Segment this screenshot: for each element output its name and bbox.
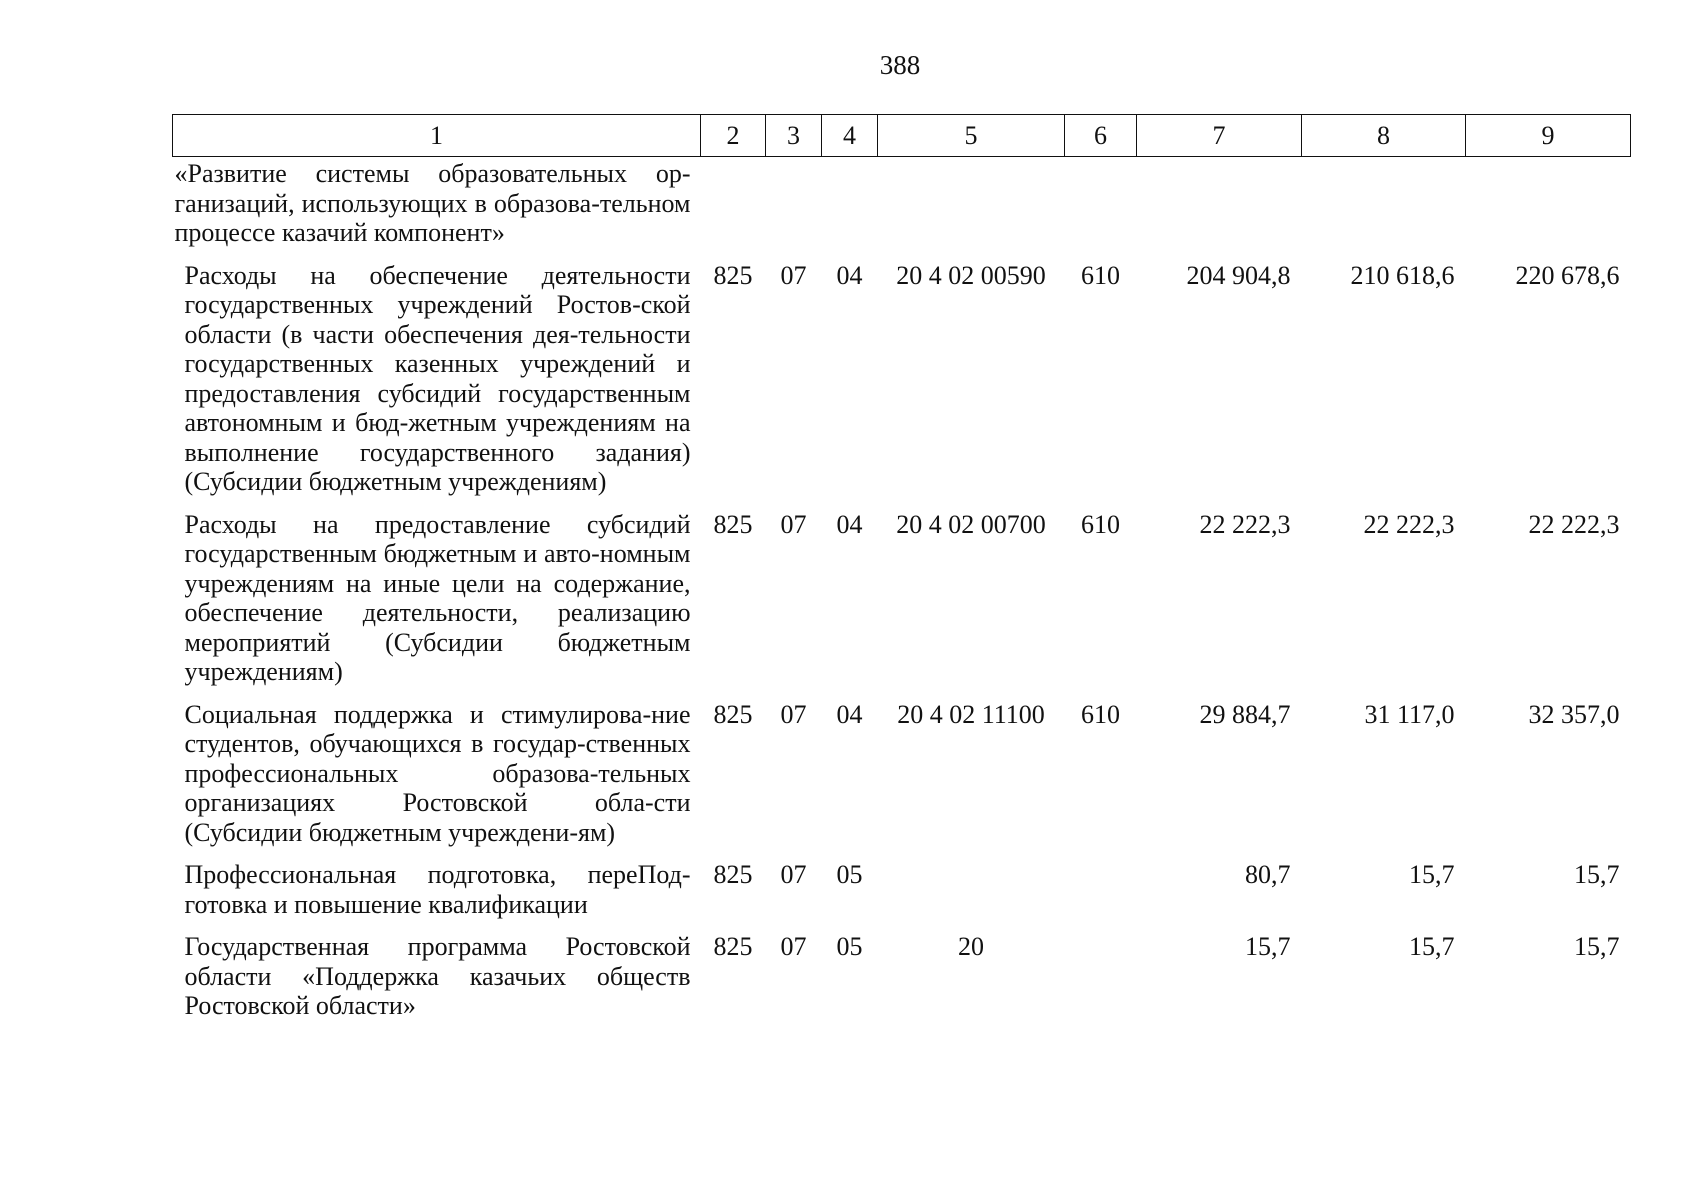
row-amount-year-1 [1137, 157, 1302, 261]
row-subsection-code: 04 [836, 699, 863, 729]
row-expense-type: 610 [1081, 509, 1120, 539]
row-amount-year-3 [1466, 157, 1631, 261]
table-row [173, 510, 1631, 700]
row-expense-type: 610 [1081, 260, 1120, 290]
row-amount-year-2: 210 618,6 [1350, 260, 1455, 290]
row-target-code: 20 4 02 00590 [896, 260, 1046, 290]
row-amount-year-3: 15,7 [1574, 932, 1620, 961]
row-ministry-code [701, 157, 766, 261]
row-amount-year-1: 15,7 [1245, 932, 1291, 961]
row-expense-type [1065, 860, 1137, 932]
row-section-code: 07 [780, 932, 807, 961]
table-row [173, 157, 1631, 261]
header-col-2: 2 [701, 115, 766, 157]
row-ministry-code: 825 [713, 260, 753, 290]
row-amount-year-2: 31 117,0 [1364, 699, 1455, 729]
row-name: Расходы на предоставление субсидий государственным бюджетным и авто-номным учреждениям на иные цели на содержание, обеспечение деятельности, реализацию мероприятий (Субсидии бюджетным учреждениям) [184, 509, 691, 686]
row-name: «Развитие системы образовательных ор-ганизаций, использующих в образова-тельном процессе казачий компонент» [174, 159, 691, 247]
row-name: Расходы на обеспечение деятельности государственных учреждений Ростов-ской области (в части обеспечения дея-тельности государственных казенных учреждений и предоставления субсидий государственным автономным и бюд-жетным учреждениям на выполнение государственного задания) (Субсидии бюджетным учреждениям) [184, 260, 691, 496]
row-subsection-code: 05 [836, 860, 863, 889]
row-expense-type [1065, 157, 1137, 261]
row-amount-year-2 [1302, 157, 1466, 261]
row-subsection-code: 04 [836, 509, 863, 539]
row-expense-type [1065, 932, 1137, 1034]
row-section-code [766, 157, 822, 261]
header-col-4: 4 [822, 115, 878, 157]
row-section-code: 07 [780, 509, 807, 539]
row-ministry-code: 825 [713, 860, 753, 889]
row-amount-year-1: 204 904,8 [1186, 260, 1291, 290]
row-section-code: 07 [780, 260, 807, 290]
row-ministry-code: 825 [713, 509, 753, 539]
table-row [173, 932, 1631, 1034]
table-row [173, 261, 1631, 510]
header-col-1: 1 [173, 115, 701, 157]
row-subsection-code: 04 [836, 260, 863, 290]
row-amount-year-2: 22 222,3 [1363, 509, 1455, 539]
row-target-code: 20 [958, 932, 984, 961]
row-amount-year-3: 15,7 [1574, 860, 1620, 889]
header-col-5: 5 [878, 115, 1065, 157]
row-subsection-code: 05 [836, 932, 863, 961]
row-amount-year-3: 32 357,0 [1528, 699, 1620, 729]
header-col-9: 9 [1466, 115, 1631, 157]
row-section-code: 07 [780, 860, 807, 889]
row-ministry-code: 825 [713, 699, 753, 729]
table-row [173, 860, 1631, 932]
page-number: 388 [879, 50, 921, 80]
row-target-code: 20 4 02 00700 [896, 509, 1046, 539]
row-section-code: 07 [780, 699, 807, 729]
row-amount-year-1: 29 884,7 [1199, 699, 1291, 729]
header-col-8: 8 [1302, 115, 1466, 157]
row-ministry-code: 825 [713, 932, 753, 961]
row-expense-type: 610 [1081, 699, 1120, 729]
table-row [173, 700, 1631, 861]
header-col-6: 6 [1065, 115, 1137, 157]
table-header-row [173, 115, 1631, 157]
row-name: Социальная поддержка и стимулирова-ние студентов, обучающихся в государ-ственных профессиональных образова-тельных организациях Ростовской обла-сти (Субсидии бюджетным учреждени-ям) [184, 699, 691, 847]
row-amount-year-1: 22 222,3 [1199, 509, 1291, 539]
row-target-code [878, 157, 1065, 261]
row-amount-year-2: 15,7 [1409, 932, 1455, 961]
row-amount-year-3: 220 678,6 [1515, 260, 1620, 290]
row-amount-year-1: 80,7 [1245, 860, 1291, 889]
row-target-code: 20 4 02 11100 [897, 699, 1045, 729]
row-subsection-code [822, 157, 878, 261]
header-col-7: 7 [1137, 115, 1302, 157]
row-amount-year-2: 15,7 [1409, 860, 1455, 889]
row-target-code [878, 860, 1065, 932]
row-amount-year-3: 22 222,3 [1528, 509, 1620, 539]
header-col-3: 3 [766, 115, 822, 157]
budget-table [172, 114, 1631, 1034]
row-name: Профессиональная подготовка, переПод-готовка и повышение квалификации [184, 860, 691, 919]
row-name: Государственная программа Ростовской области «Поддержка казачьих обществ Ростовской области» [184, 932, 691, 1020]
